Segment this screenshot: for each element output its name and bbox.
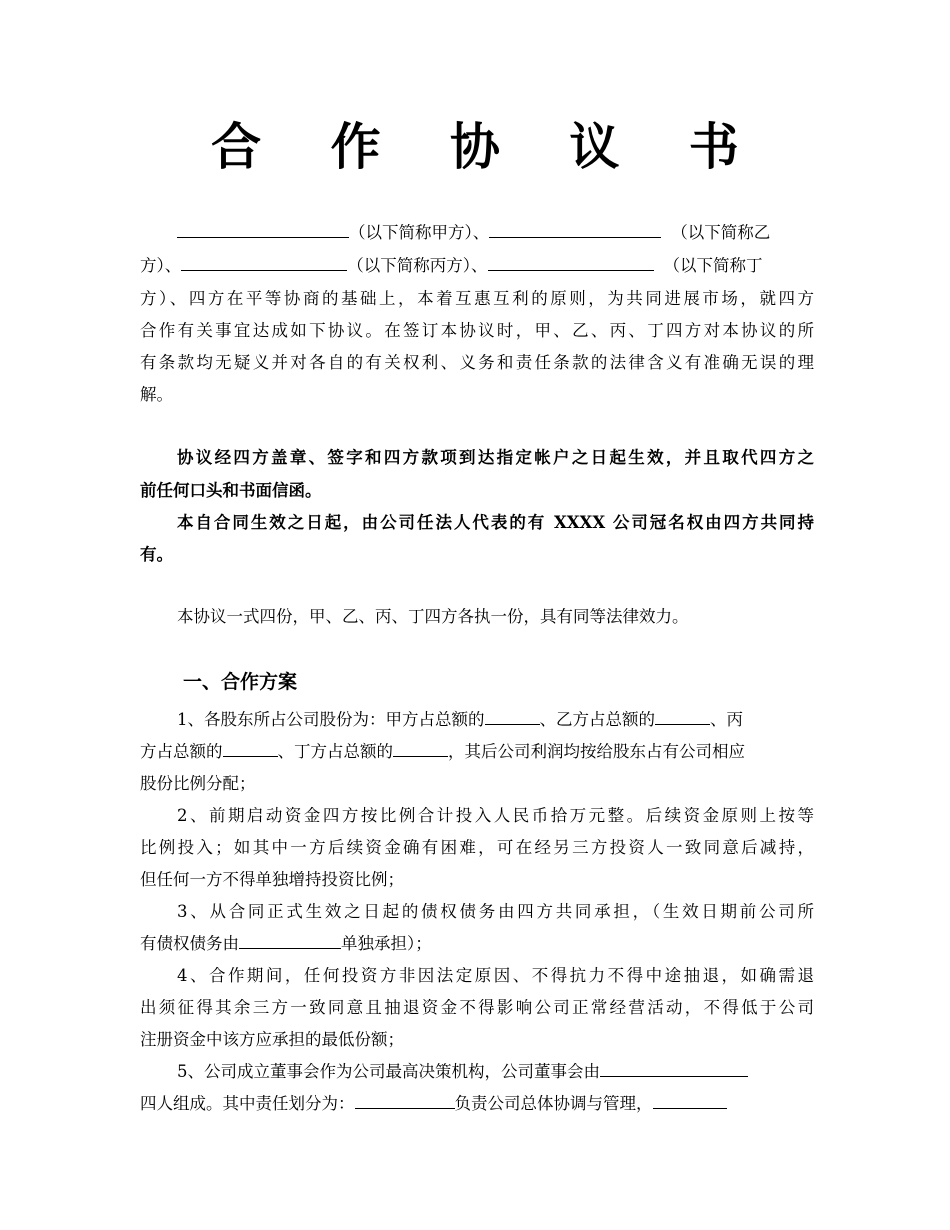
item-text: 方占总额的 (140, 742, 223, 761)
party-d-blank (488, 252, 654, 271)
party-b-share-blank (655, 706, 710, 725)
copies-clause: 本协议一式四份，甲、乙、丙、丁四方各执一份，具有同等法律效力。 (177, 607, 689, 626)
item2-line-3: 但任何一方不得单独增持投资比例； (140, 870, 404, 889)
naming-rights-line-1: 本自合同生效之日起，由公司任法人代表的有 XXXX 公司冠名权由四方共同持 (177, 513, 814, 532)
next-role-blank (653, 1090, 727, 1109)
item-text: 、丙 (710, 710, 743, 729)
prior-debt-party-blank (239, 930, 341, 949)
party-c-blank (181, 252, 347, 271)
naming-rights-line-2: 有。 (140, 545, 173, 564)
item3-line-1: 3、从合同正式生效之日起的债权债务由四方共同承担，（生效日期前公司所 (177, 902, 814, 921)
intro-line-2 (140, 251, 814, 281)
general-manager-blank (355, 1090, 455, 1109)
intro-line-1 (140, 218, 814, 248)
party-c-share-blank (223, 738, 278, 757)
item5-line-2 (140, 1089, 814, 1119)
item4-line-3: 注册资金中该方应承担的最低份额； (140, 1030, 404, 1049)
party-a-blank (177, 219, 349, 238)
intro-text: （以下简称乙 (671, 223, 771, 242)
board-members-blank (600, 1058, 748, 1077)
item1-line-3: 股份比例分配； (140, 774, 256, 793)
intro-text: （以下简称丙方）、 (347, 256, 488, 275)
item1-line-2 (140, 737, 814, 767)
party-b-blank (489, 219, 661, 238)
item1-line-1 (140, 705, 814, 735)
item-text: 单独承担）； (341, 934, 432, 953)
item4-line-1: 4、合作期间，任何投资方非因法定原因、不得抗力不得中途抽退，如确需退 (177, 966, 814, 985)
effectiveness-line-2: 前任何口头和书面信函。 (140, 481, 322, 500)
party-d-share-blank (393, 738, 448, 757)
intro-line-4: 合作有关事宜达成如下协议。在签订本协议时，甲、乙、丙、丁四方对本协议的所 (140, 321, 814, 340)
intro-line-5: 有条款均无疑义并对各自的有关权利、义务和责任条款的法律含义有准确无误的理 (140, 353, 814, 372)
document-title: 合 作 协 议 书 (211, 117, 765, 176)
item3-line-2 (140, 929, 814, 959)
intro-text: （以下简称丁 (663, 256, 763, 275)
item-text: 1、各股东所占公司股份为：甲方占总额的 (177, 710, 485, 729)
item2-line-1: 2、前期启动资金四方按比例合计投入人民币拾万元整。后续资金原则上按等 (177, 806, 814, 825)
item4-line-2: 出须征得其余三方一致同意且抽退资金不得影响公司正常经营活动，不得低于公司 (140, 998, 814, 1017)
item-text: 、乙方占总额的 (539, 710, 655, 729)
effectiveness-line-1: 协议经四方盖章、签字和四方款项到达指定帐户之日起生效，并且取代四方之 (177, 448, 814, 467)
party-a-share-blank (485, 706, 540, 725)
intro-line-3: 方）、四方在平等协商的基础上，本着互惠互利的原则，为共同进展市场，就四方 (140, 289, 814, 308)
item-text: 有债权债务由 (140, 934, 239, 953)
item-text: 、丁方占总额的 (277, 742, 393, 761)
intro-text: （以下简称甲方）、 (349, 223, 490, 242)
item-text: 负责公司总体协调与管理， (454, 1094, 653, 1113)
item-text: ，其后公司利润均按给股东占有公司相应 (448, 742, 745, 761)
section-heading: 一、合作方案 (183, 671, 298, 693)
item-text: 四人组成。其中责任划分为： (140, 1094, 355, 1113)
intro-line-6: 解。 (140, 385, 173, 404)
item5-line-1 (140, 1057, 814, 1087)
item-text: 5、公司成立董事会作为公司最高决策机构，公司董事会由 (177, 1062, 600, 1081)
item2-line-2: 比例投入；如其中一方后续资金确有困难，可在经另三方投资人一致同意后减持， (140, 838, 814, 857)
intro-text: 方）、 (140, 256, 182, 275)
